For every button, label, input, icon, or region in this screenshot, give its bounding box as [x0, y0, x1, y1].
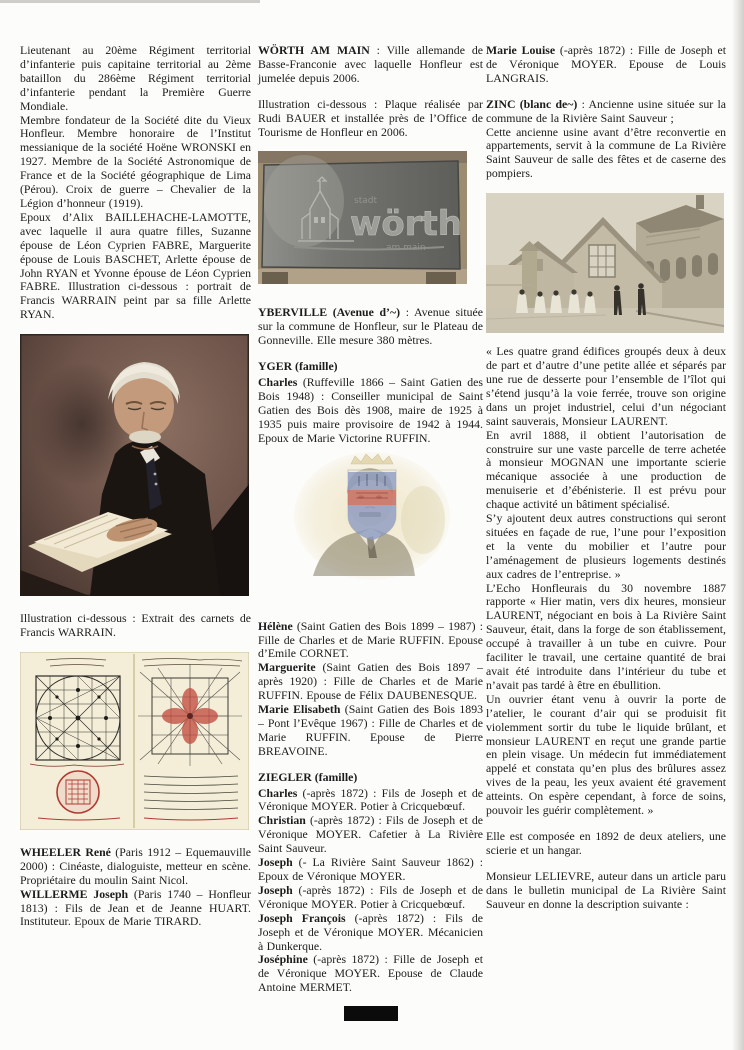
scan-edge-shadow [732, 0, 744, 1050]
entry-ziegler-josephine: Joséphine (-après 1872) : Fille de Joseph et de Véronique MOYER. Epouse de Claude Antoine MERMET. [258, 952, 483, 995]
entry-yger-marie-elisabeth: Marie Elisabeth (Saint Gatien des Bois 1893 – Pont l’Evêque 1967) : Fille de Charles et de Marie RUFFIN. Epouse de Pierre BREAVOINE. [258, 702, 483, 758]
scan-artifact-bar [344, 1006, 398, 1021]
entry-ziegler-joseph-1872: Joseph (-après 1872) : Fils de Joseph et de Véronique MOYER. Potier à Cricquebœuf. [258, 882, 483, 911]
scan-edge-top-shadow [0, 0, 260, 3]
plaque-word-ammain: am main [386, 243, 426, 254]
entry-headword-worth: WÖRTH AM MAIN [258, 43, 370, 57]
entry-composee: Elle est composée en 1892 de deux ateliers, une scierie et un hangar. [486, 828, 726, 857]
entry-lelievre: Monsieur LELIEVRE, auteur dans un article paru dans le bulletin municipal de La Rivière Saint Sauveur en donne la description suivante : [486, 868, 726, 911]
entry-yger-marguerite: Marguerite (Saint Gatien des Bois 1897 – après 1920) : Fille de Charles et de Marie RUFFIN. Epouse de Félix DAUBENESQUE. [258, 660, 483, 703]
entry-societes: Membre fondateur de la Société dite du Vieux Honfleur. Membre honoraire de l’Institut messianique de la société Hoëne WRONSKI en 1927. Membre de la Société Astronomique de France et de la Société géographique de Lima (Pérou). Croix de guerre – Chevalier de la Légion d’honneur (1919). [20, 112, 251, 210]
entry-yger-charles: Charles (Ruffeville 1866 – Saint Gatien des Bois 1948) : Conseiller municipal de Saint Gatien des Bois dès 1908, maire de 1925 à 1935 puis maire provisoire de 1942 à 1944. Epoux de Marie Victorine RUFFIN. [258, 375, 483, 445]
quote-ouvrier: Un ouvrier étant venu à ouvrir la porte de l’atelier, le courant d’air qui se produisit fit violemment sortir du tube le liquide brûlant, et monsieur LAURENT en reçut une grande partie en plein visage. Un médecin fut immédiatement appelé et constata qu’en plus des brûlures assez vives de la peau, les yeux avaient été gravement atteints. On espère cependant, à force de soins, pouvoir les guérir complètement. » [486, 691, 726, 818]
quote-ajoutent: S’y ajoutent deux autres constructions qui seront situées en façade de rue, l’une pour l’exposition et la vente du mobilier et l’autre pour l’aménagement de plusieurs logements destinés aux cadres de l’entreprise. » [486, 511, 726, 581]
entry-wheeler: WHEELER René (Paris 1912 – Equemauville 2000) : Cinéaste, dialoguiste, metteur en scène. Propriétaire du moulin Saint Nicol. [20, 844, 252, 887]
yger-faded-portrait [293, 450, 483, 586]
plaque-word-worth: wörth [350, 204, 462, 245]
warrain-portrait-painting [20, 334, 251, 596]
entry-heading-ziegler: ZIEGLER (famille) [258, 769, 358, 784]
middle-column [258, 44, 483, 995]
entry-headword-wheeler: WHEELER René [20, 844, 111, 859]
entry-ziegler-charles: Charles (-après 1872) : Fils de Joseph et de Véronique MOYER. Potier à Cricquebœuf. [258, 785, 483, 814]
warrain-notebook-illustration [20, 652, 251, 830]
zinc-factory-photo [486, 193, 726, 333]
entry-epoux-warrain: Epoux d’Alix BAILLEHACHE-LAMOTTE, avec laquelle il aura quatre filles, Suzanne épouse de Léon Cyprien FABRE, Marguerite épouse de Louis BASCHET, Arlette épouse de John RYAN et Yvonne épouse de Léon Cyprien FABRE. Illustration ci-dessous : portrait de Francis WARRAIN peint par sa fille Arlette RYAN. [20, 209, 251, 322]
entry-worth: WÖRTH AM MAIN : Ville allemande de Basse-Franconie avec laquelle Honfleur est jumelée depuis 2006. [258, 43, 483, 85]
entry-regiment: Lieutenant au 20ème Régiment territorial d’infanterie puis capitaine territorial au 2ème bataillon du 286ème Régiment territorial d’infanterie pendant la Première Guerre Mondiale. [20, 43, 251, 113]
right-column [486, 44, 726, 924]
quote-edifices: « Les quatre grand édifices groupés deux à deux de part et d’autre d’une petite allée et séparés par une rue de desserte pour l’ensemble de l’îlot qui s’étend jusqu’à la voie ferrée, trouve son origine dans un projet industriel, celui d’un négociant saint sauverais, Monsieur LAURENT. [486, 344, 726, 428]
entry-headword-willerme: WILLERME Joseph [20, 886, 129, 901]
quote-avril: En avril 1888, il obtient l’autorisation de construire sur une vaste parcelle de terre achetée à monsieur MOGNAN une importante scierie mécanique associée à une production de menuiserie et d’ébénisterie. Il est prévu pour chaque activité un bâtiment spécialisé. [486, 427, 726, 512]
entry-yberville: YBERVILLE (Avenue d’~) : Avenue située sur la commune de Honfleur, sur le Plateau de Gonneville. Elle mesure 380 mètres. [258, 305, 483, 348]
entry-ziegler-joseph-1862: Joseph (- La Rivière Saint Sauveur 1862) : Epoux de Véronique MOYER. [258, 855, 483, 883]
entry-willerme: WILLERME Joseph (Paris 1740 – Honfleur 1813) : Fils de Jean et de Jeanne HUART. Instituteur. Epoux de Marie TIRARD. [20, 886, 251, 929]
caption-carnets: Illustration ci-dessous : Extrait des carnets de Francis WARRAIN. [20, 611, 251, 640]
entry-ziegler-joseph-francois: Joseph François (-après 1872) : Fils de Joseph et de Véronique MOYER. Mécanicien à Dunkerque. [258, 910, 483, 953]
worth-plaque-photo [258, 151, 483, 284]
entry-marie-louise: Marie Louise (-après 1872) : Fille de Joseph et de Véronique MOYER. Epouse de Louis LANGRAIS. [486, 43, 726, 85]
quote-echo: L’Echo Honfleurais du 30 novembre 1887 rapporte « Hier matin, vers dix heures, monsieur LAURENT, négociant en bois à La Rivière Saint Sauveur, était, dans la forge de son établissement, occupé à travailler à un tube en cuivre. Pour faciliter le travail, une certaine quantité de brai avait été introduite dans l’intérieur du tube et n’avait pas tardé à être en ébullition. [486, 580, 726, 692]
caption-plaque: Illustration ci-dessous : Plaque réalisée par Rudi BAUER et installée près de l’Office de Tourisme de Honfleur en 2006. [258, 96, 483, 139]
entry-yger-helene: Hélène (Saint Gatien des Bois 1899 – 1987) : Fille de Charles et de Marie RUFFIN. Epouse d’Emile CORNET. [258, 618, 483, 661]
entry-headword-yberville: YBERVILLE (Avenue d’~) [258, 305, 401, 320]
entry-zinc: ZINC (blanc de~) : Ancienne usine située sur la commune de la Rivière Saint Sauveur ; [486, 96, 727, 125]
entry-zinc-suite: Cette ancienne usine avant d’être reconvertie en appartements, servit à la commune de La Rivière Saint Sauveur de salle des fêtes et de caserne des pompiers. [486, 124, 726, 181]
plaque-word-stadt: stadt [354, 196, 377, 207]
entry-heading-yger: YGER (famille) [258, 359, 338, 374]
entry-ziegler-christian: Christian (-après 1872) : Fils de Joseph et de Véronique MOYER. Cafetier à La Rivière Saint Sauveur. [258, 813, 483, 856]
left-column [20, 44, 251, 941]
